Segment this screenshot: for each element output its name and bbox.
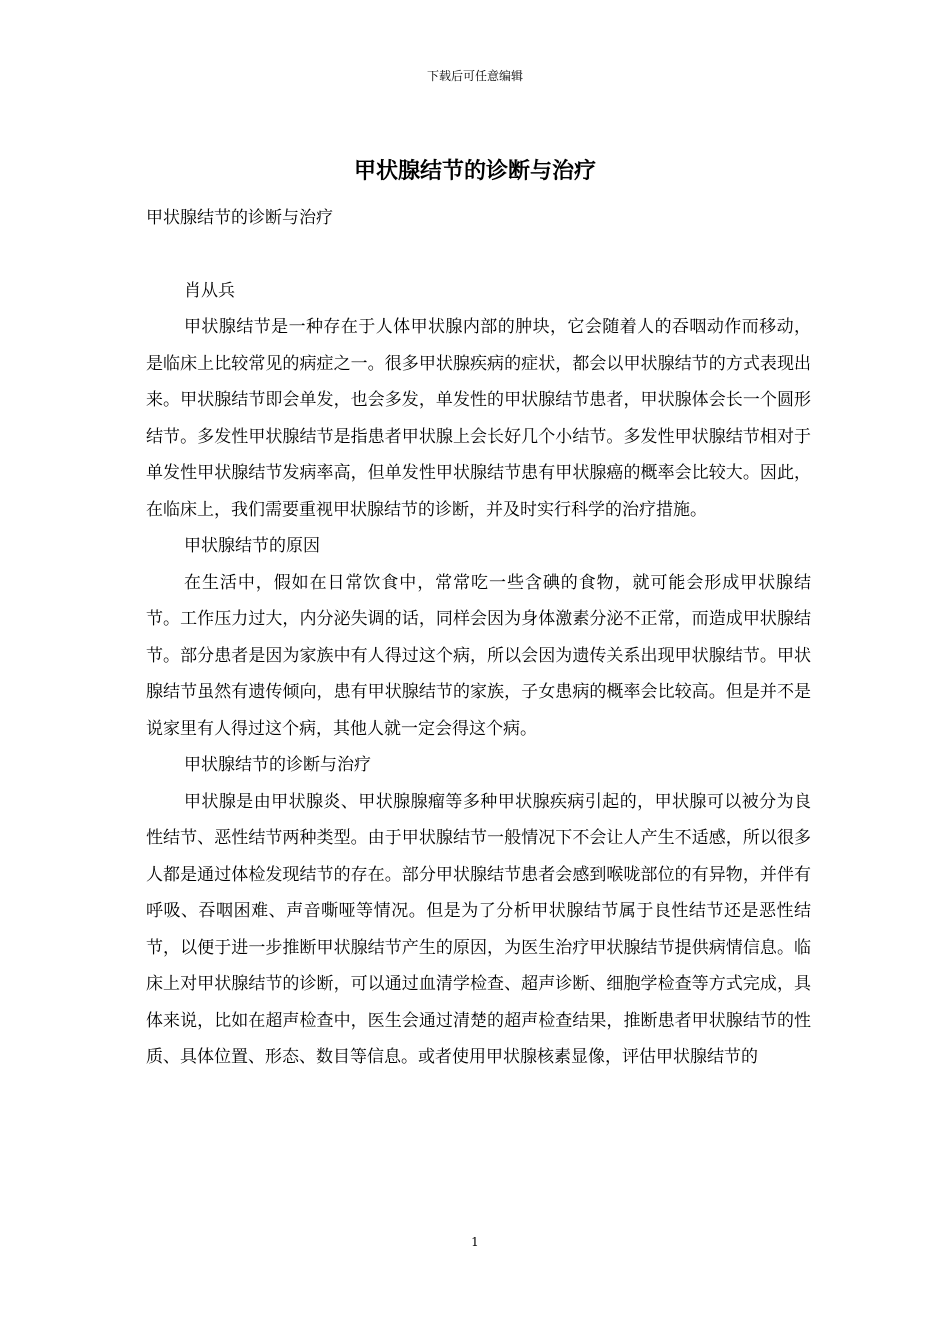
blank-line — [146, 237, 811, 273]
page-number: 1 — [471, 1235, 479, 1249]
header-note: 下载后可任意编辑 — [426, 69, 523, 83]
document-body — [146, 200, 811, 1076]
author-name: 肖从兵 — [184, 280, 235, 301]
paragraph-causes: 在生活中，假如在日常饮食中，常常吃一些含碘的食物，就可能会形成甲状腺结节。工作压力过大，内分泌失调的话，同样会因为身体激素分泌不正常，而造成甲状腺结节。部分患者是因为家族中有人得过这个病，所以会因为遗传关系出现甲状腺结节。甲状腺结节虽然有遗传倾向，患有甲状腺结节的家族，子女患病的概率会比较高。但是并不是说家里有人得过这个病，其他人就一定会得这个病。 — [146, 572, 811, 739]
document-subtitle: 甲状腺结节的诊断与治疗 — [146, 208, 333, 228]
section-heading-causes: 甲状腺结节的原因 — [184, 536, 320, 556]
document-title: 甲状腺结节的诊断与治疗 — [353, 158, 596, 184]
paragraph-diagnosis: 甲状腺是由甲状腺炎、甲状腺腺瘤等多种甲状腺疾病引起的，甲状腺可以被分为良性结节、恶性结节两种类型。由于甲状腺结节一般情况下不会让人产生不适感，所以很多人都是通过体检发现结节的存在。部分甲状腺结节患者会感到喉咙部位的有异物，并伴有呼吸、吞咽困难、声音嘶哑等情况。但是为了分析甲状腺结节属于良性结节还是恶性结节，以便于进一步推断甲状腺结节产生的原因，为医生治疗甲状腺结节提供病情信息。临床上对甲状腺结节的诊断，可以通过血清学检查、超声诊断、细胞学检查等方式完成，具体来说，比如在超声检查中，医生会通过清楚的超声检查结果，推断患者甲状腺结节的性质、具体位置、形态、数目等信息。或者使用甲状腺核素显像，评估甲状腺结节的 — [146, 791, 811, 1067]
section-heading-diagnosis: 甲状腺结节的诊断与治疗 — [184, 755, 371, 775]
paragraph-intro: 甲状腺结节是一种存在于人体甲状腺内部的肿块，它会随着人的吞咽动作而移动，是临床上比较常见的病症之一。很多甲状腺疾病的症状，都会以甲状腺结节的方式表现出来。甲状腺结节即会单发，也会多发，单发性的甲状腺结节患者，甲状腺体会长一个圆形结节。多发性甲状腺结节是指患者甲状腺上会长好几个小结节。多发性甲状腺结节相对于单发性甲状腺结节发病率高，但单发性甲状腺结节患有甲状腺癌的概率会比较大。因此，在临床上，我们需要重视甲状腺结节的诊断，并及时实行科学的治疗措施。 — [146, 317, 811, 520]
